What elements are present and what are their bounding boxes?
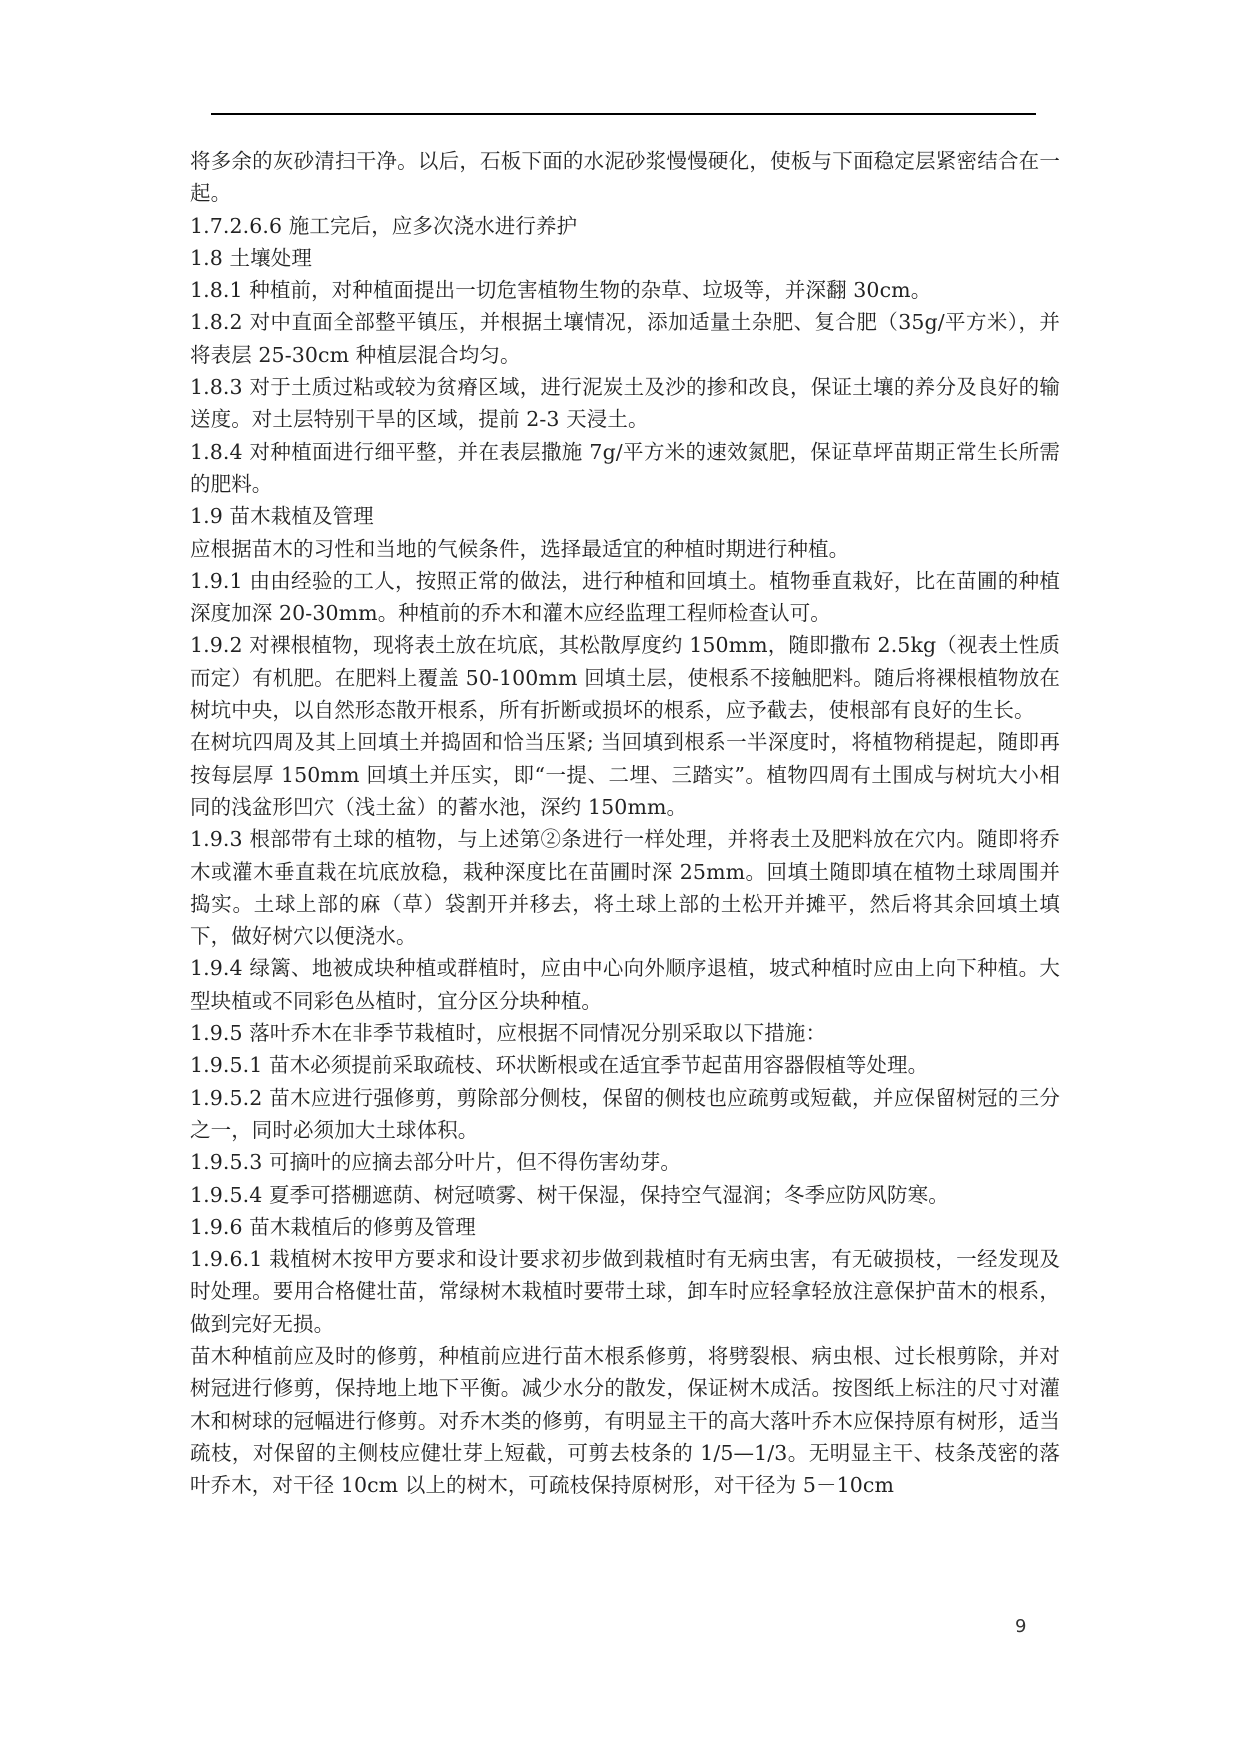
paragraph: 1.9.3 根部带有土球的植物，与上述第②条进行一样处理，并将表土及肥料放在穴内。随即将乔木或灌木垂直栽在坑底放稳，栽种深度比在苗圃时深 25mm。回填土随即填在植物土球周围并捣实。土球上部的麻（草）袋割开并移去，将土球上部的土松开并摊平，然后将其余回填土填下，做好树穴以便浇水。 <box>190 827 1060 949</box>
paragraph: 1.9.5 落叶乔木在非季节栽植时，应根据不同情况分别采取以下措施： <box>190 1021 827 1046</box>
paragraph: 1.9.4 绿篱、地被成块种植或群植时，应由中心向外顺序退植，坡式种植时应由上向下种植。大型块植或不同彩色丛植时，宜分区分块种植。 <box>190 956 1060 1013</box>
section-heading: 1.9 苗木栽植及管理 <box>190 504 374 529</box>
paragraph: 1.9.1 由由经验的工人，按照正常的做法，进行种植和回填土。植物垂直栽好，比在苗圃的种植深度加深 20-30mm。种植前的乔木和灌木应经监理工程师检查认可。 <box>190 568 1060 626</box>
section-heading: 1.8 土壤处理 <box>190 245 312 270</box>
paragraph: 1.9.5.3 可摘叶的应摘去部分叶片，但不得伤害幼芽。 <box>190 1150 682 1175</box>
section-heading: 1.9.6 苗木栽植后的修剪及管理 <box>190 1214 476 1239</box>
paragraph: 1.9.6.1 栽植树木按甲方要求和设计要求初步做到栽植时有无病虫害，有无破损枝，一经发现及时处理。要用合格健壮苗，常绿树木栽植时要带土球，卸车时应轻拿轻放注意保护苗木的根系，做到完好无损。 <box>190 1247 1060 1336</box>
paragraph: 1.8.4 对种植面进行细平整，并在表层撒施 7g/平方米的速效氮肥，保证草坪苗期正常生长所需的肥料。 <box>190 439 1060 496</box>
body-text <box>190 145 1060 1501</box>
page-number: 9 <box>1015 1616 1027 1637</box>
paragraph: 1.8.2 对中直面全部整平镇压，并根据土壤情况，添加适量土杂肥、复合肥（35g/平方米），并将表层 25-30cm 种植层混合均匀。 <box>190 310 1060 367</box>
paragraph: 在树坑四周及其上回填土并捣固和恰当压紧; 当回填到根系一半深度时，将植物稍提起，随即再按每层厚 150mm 回填土并压实，即“一提、二埋、三踏实”。植物四周有土围成与树坑大小相同的浅盆形凹穴（浅土盆）的蓄水池，深约 150mm。 <box>190 730 1060 819</box>
paragraph: 苗木种植前应及时的修剪，种植前应进行苗木根系修剪，将劈裂根、病虫根、过长根剪除，并对树冠进行修剪，保持地上地下平衡。减少水分的散发，保证树木成活。按图纸上标注的尺寸对灌木和树球的冠幅进行修剪。对乔木类的修剪，有明显主干的高大落叶乔木应保持原有树形，适当疏枝，对保留的主侧枝应健壮芽上短截，可剪去枝条的 1/5—1/3。无明显主干、枝条茂密的落叶乔木，对干径 10cm 以上的树木，可疏枝保持原树形，对干径为 5－10cm <box>190 1343 1060 1498</box>
paragraph: 1.9.5.4 夏季可搭棚遮荫、树冠喷雾、树干保湿，保持空气湿润；冬季应防风防寒。 <box>190 1182 949 1207</box>
paragraph: 应根据苗木的习性和当地的气候条件，选择最适宜的种植时期进行种植。 <box>190 536 850 561</box>
paragraph: 1.9.2 对裸根植物，现将表土放在坑底，其松散厚度约 150mm，随即撒布 2.5kg（视表土性质而定）有机肥。在肥料上覆盖 50-100mm 回填土层，使根系不接触肥料。随后将裸根植物放在树坑中央，以自然形态散开根系，所有折断或损坏的根系，应予截去，使根部有良好的生长。 <box>190 633 1060 723</box>
paragraph: 1.9.5.2 苗木应进行强修剪，剪除部分侧枝，保留的侧枝也应疏剪或短截，并应保留树冠的三分之一，同时必须加大土球体积。 <box>190 1085 1060 1142</box>
paragraph: 1.7.2.6.6 施工完后，应多次浇水进行养护 <box>190 213 578 238</box>
header-rule <box>211 113 1036 115</box>
paragraph: 将多余的灰砂清扫干净。以后，石板下面的水泥砂浆慢慢硬化，使板与下面稳定层紧密结合在一起。 <box>190 149 1060 206</box>
paragraph: 1.9.5.1 苗木必须提前采取疏枝、环状断根或在适宜季节起苗用容器假植等处理。 <box>190 1053 929 1078</box>
paragraph: 1.8.3 对于土质过粘或较为贫瘠区域，进行泥炭土及沙的掺和改良，保证土壤的养分及良好的输送度。对土层特别干旱的区域，提前 2-3 天浸土。 <box>190 375 1060 432</box>
paragraph: 1.8.1 种植前，对种植面提出一切危害植物生物的杂草、垃圾等，并深翻 30cm。 <box>190 278 932 303</box>
